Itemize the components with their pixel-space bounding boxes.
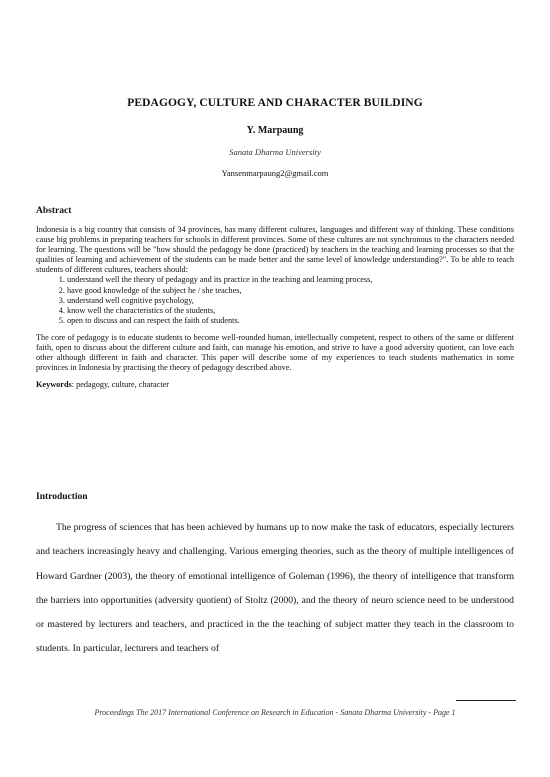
introduction-paragraph: The progress of sciences that has been achieved by humans up to now make the task of educators, especially lecturers and teachers increasingly heavy and challenging. Various emerging theories, such as the theory of multiple intelligences of Howard Gardner (2003), the theory of emotional intelligence of Goleman (1996), the theory of intelligence that transform the barriers into opportunities (adversity quotient) of Stoltz (2000), and the theory of neuro science need to be understood or mastered by lecturers and teachers, and practiced in the the teaching of subject matter they teach in the classroom to students. In particular, lecturers and teachers of [36,522,514,655]
footer-rule [456,700,516,701]
introduction-heading: Introduction [36,492,88,502]
keywords-line [36,380,514,390]
abstract-paragraph: Indonesia is a big country that consists of 34 provinces, has many different cultures, languages and different way of thinking. These conditions cause big problems in preparing teachers for schools in different provinces. Some of these cultures are not synchronous to the characters needed for learning. The questions will be "how should the pedagogy be done (practiced) by teachers in the teaching and learning processes so that the qualities of learning and achievement of the students can be made better and the same level of knowledge understanding?". To be able to teach students of different cultures, teachers should: [36,225,514,275]
list-item: 4. know well the characteristics of the students, [67,306,514,316]
list-item: 1. understand well the theory of pedagogy and its practice in the teaching and learning process, [67,275,514,285]
list-item: 5. open to discuss and can respect the faith of students. [67,316,514,326]
author-email: Yansenmarpaung2@gmail.com [221,168,329,178]
author-name: Y. Marpaung [246,125,304,136]
abstract-heading: Abstract [36,206,72,216]
page-footer: Proceedings The 2017 International Conference on Research in Education - Sanata Dharma University - Page 1 [94,708,456,717]
keywords-label: Keywords [36,380,72,390]
introduction-body [36,516,514,662]
list-item: 2. have good knowledge of the subject he / she teaches, [67,286,514,296]
abstract-paragraph: The core of pedagogy is to educate students to become well-rounded human, intellectually competent, respect to others of the same or different faith, open to discuss about the different culture and faith, can manage his emotion, and strive to have a good adversity quotient, can love each other although different in faith and character. This paper will describe some of my experiences to teach students mathematics in some provinces in Indonesia by practising the theory of pedagogy described above. [36,332,514,373]
keywords-list: : pedagogy, culture, character [71,380,170,390]
list-item: 3. understand well cognitive psychology, [67,296,514,306]
requirements-list [36,275,514,325]
author-affiliation: Sanata Dharma University [229,147,321,157]
abstract-body [36,225,514,390]
paper-title: PEDAGOGY, CULTURE AND CHARACTER BUILDING [127,97,423,109]
